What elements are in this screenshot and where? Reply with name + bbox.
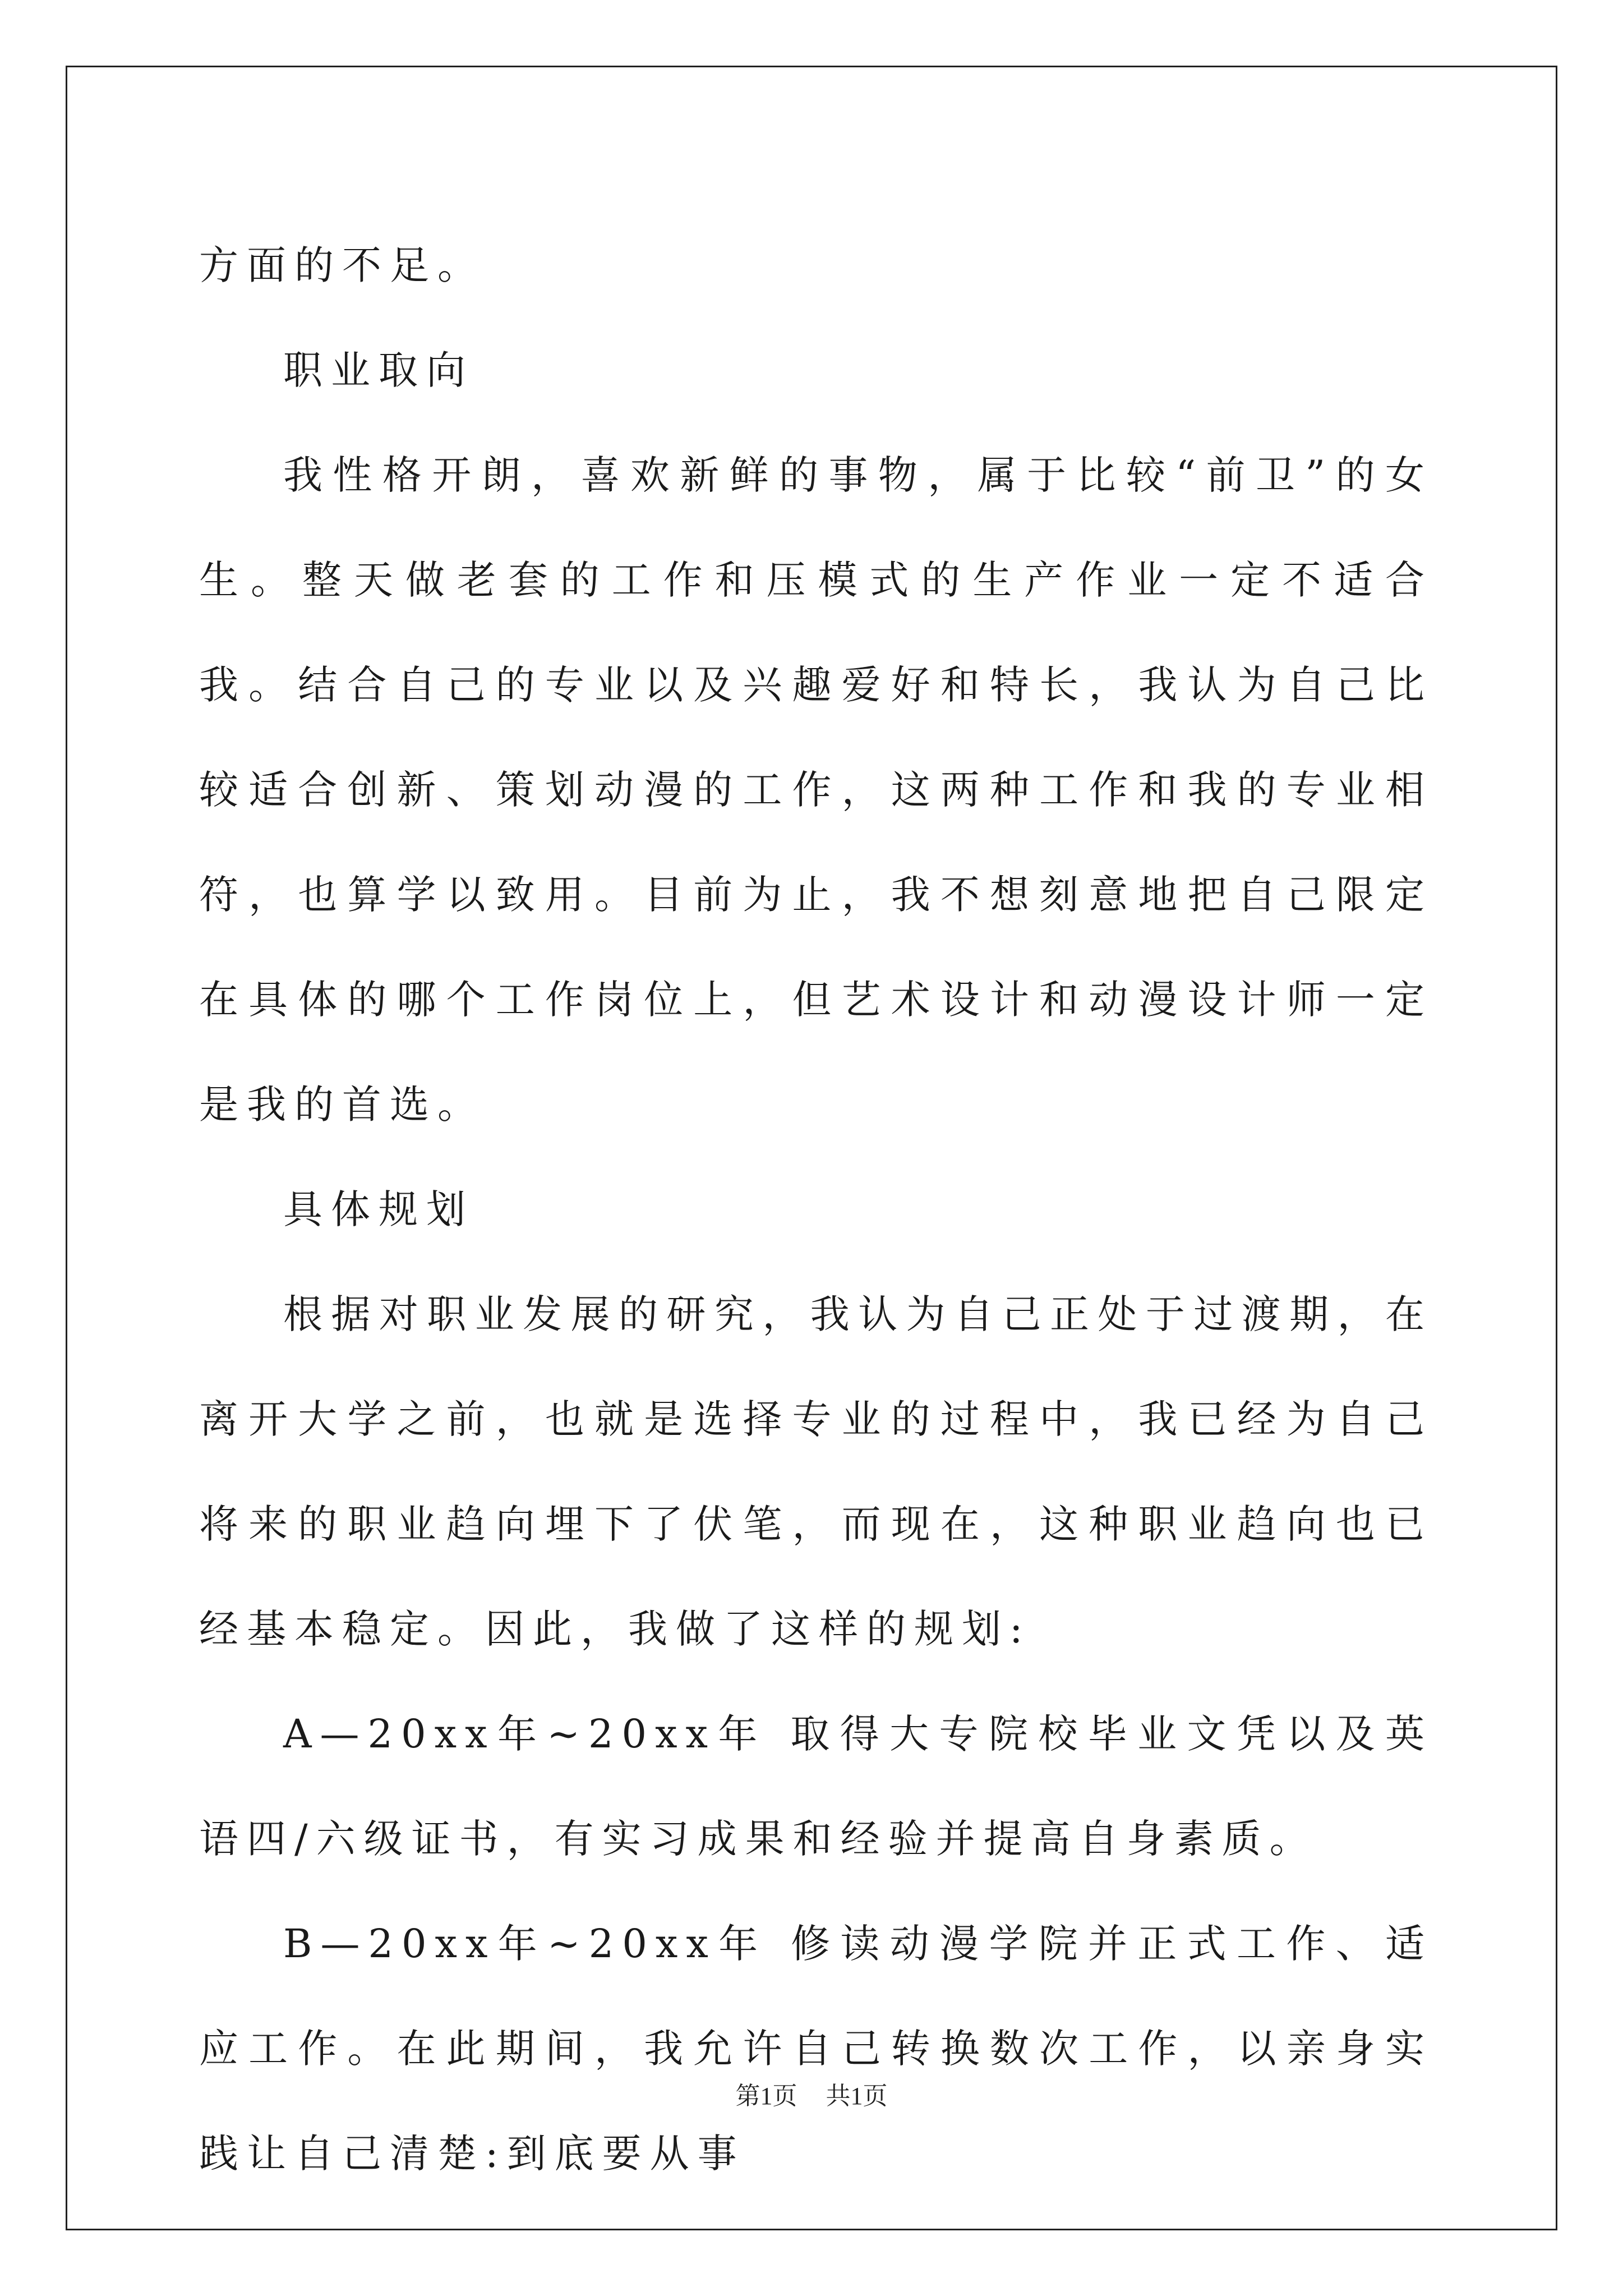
page-number: 第1页	[735, 2082, 797, 2110]
heading-specific-plan: 具体规划	[283, 1186, 474, 1232]
page-total: 共1页	[826, 2082, 888, 2110]
paragraph-continuation: 方面的不足。	[199, 242, 485, 288]
paragraph-research: 根据对职业发展的研究，我认为自己正处于过渡期，在离开大学之前，也就是选择专业的过程中，我已经为自己将来的职业趋向埋下了伏笔，而现在，这种职业趋向也已经基本稳定。因此，我做了这样的规划:	[199, 1291, 1433, 1652]
heading-career-orientation: 职业取向	[283, 347, 474, 393]
paragraph-plan-a: A—20xx年~20xx年 取得大专院校毕业文凭以及英语四/六级证书，有实习成果和经验并提高自身素质。	[199, 1711, 1433, 1862]
paragraph-plan-b: B—20xx年~20xx年 修读动漫学院并正式工作、适应工作。在此期间，我允许自己转换数次工作，以亲身实践让自己清楚:到底要从事	[199, 1921, 1433, 2177]
paragraph-personality: 我性格开朗，喜欢新鲜的事物，属于比较“前卫”的女生。整天做老套的工作和压模式的生产作业一定不适合我。结合自己的专业以及兴趣爱好和特长，我认为自己比较适合创新、策划动漫的工作，这两种工作和我的专业相符，也算学以致用。目前为止，我不想刻意地把自己限定在具体的哪个工作岗位上，但艺术设计和动漫设计师一定是我的首选。	[199, 452, 1433, 1128]
page-footer	[0, 2076, 1623, 2111]
document-body	[199, 213, 1433, 2206]
